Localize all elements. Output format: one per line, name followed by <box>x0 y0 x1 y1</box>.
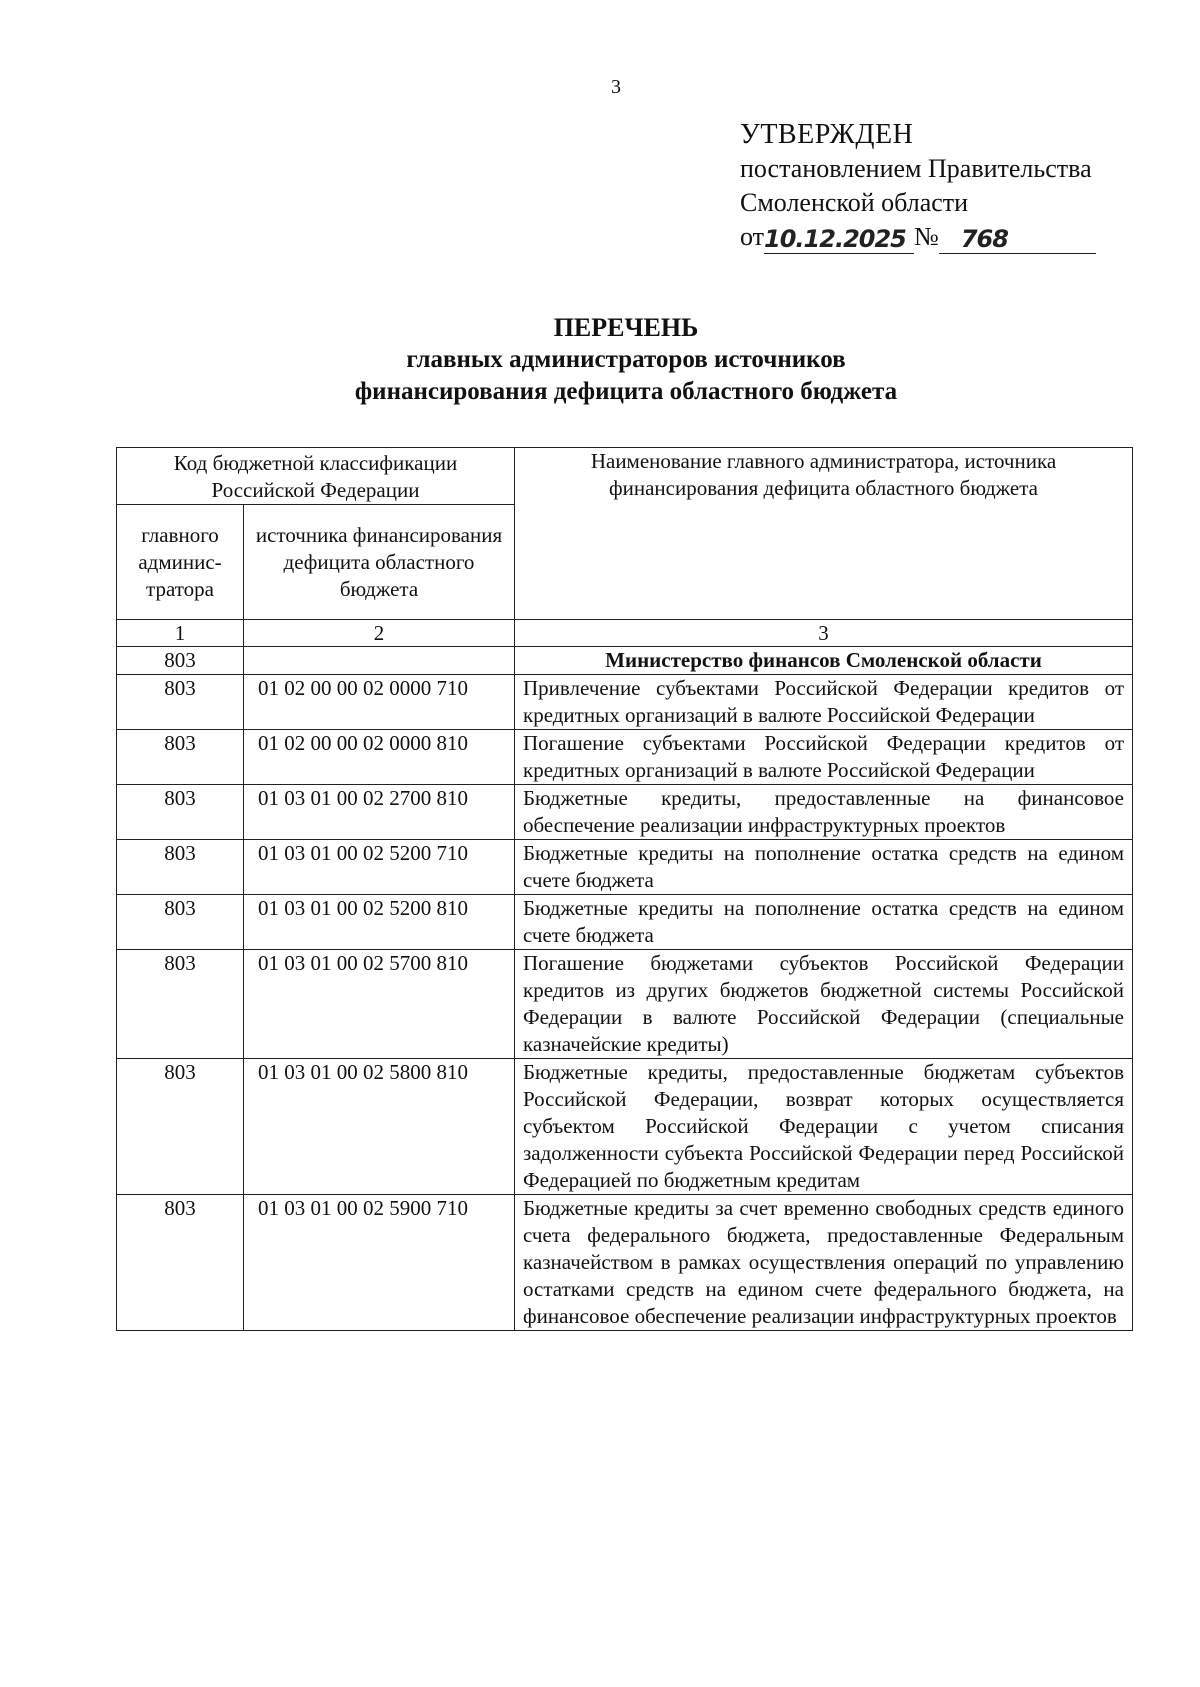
header-code-group: Код бюджетной классификации Российской Федерации <box>117 448 515 505</box>
table-row <box>117 1195 1133 1331</box>
column-number-row <box>117 620 1133 647</box>
table-row <box>117 785 1133 840</box>
number-prefix: № <box>914 222 939 251</box>
admin-code-cell: 803 <box>117 840 244 895</box>
admin-code-cell: 803 <box>117 1195 244 1331</box>
handwritten-number: 768 <box>960 225 1008 253</box>
admin-code-cell: 803 <box>117 730 244 785</box>
admin-code-cell: 803 <box>117 950 244 1059</box>
table-row <box>117 1059 1133 1195</box>
approval-line-3: Смоленской области <box>740 188 969 217</box>
section-row <box>117 647 1133 675</box>
header-source-column: источника финансирования дефицита областного бюджета <box>244 505 515 620</box>
column-number: 3 <box>515 620 1133 647</box>
header-name-column: Наименование главного администратора, источника финансирования дефицита областного бюджета <box>515 448 1133 620</box>
column-number: 1 <box>117 620 244 647</box>
source-code-cell: 01 03 01 00 02 5200 810 <box>244 895 515 950</box>
approval-line-2: постановлением Правительства <box>740 154 1092 183</box>
source-code-cell: 01 03 01 00 02 5800 810 <box>244 1059 515 1195</box>
source-code-cell: 01 02 00 00 02 0000 710 <box>244 675 515 730</box>
admin-code-cell: 803 <box>117 785 244 840</box>
source-code-cell: 01 03 01 00 02 2700 810 <box>244 785 515 840</box>
section-admin-code: 803 <box>117 647 244 675</box>
description-cell: Бюджетные кредиты на пополнение остатка средств на едином счете бюджета <box>515 840 1133 895</box>
heading-line-2: главных администраторов источников <box>406 346 846 373</box>
approval-title: УТВЕРЖДЕН <box>740 119 914 150</box>
table-row <box>117 950 1133 1059</box>
source-code-cell: 01 03 01 00 02 5900 710 <box>244 1195 515 1331</box>
administrators-table <box>116 447 1133 1331</box>
page-number: 3 <box>611 76 621 98</box>
table-row <box>117 895 1133 950</box>
admin-code-cell: 803 <box>117 895 244 950</box>
section-title: Министерство финансов Смоленской области <box>515 647 1133 675</box>
admin-code-cell: 803 <box>117 675 244 730</box>
header-admin-column: главного админис-тратора <box>117 505 244 620</box>
source-code-cell: 01 02 00 00 02 0000 810 <box>244 730 515 785</box>
approval-date-line <box>740 220 1096 254</box>
heading-line-3: финансирования дефицита областного бюджета <box>354 378 898 405</box>
source-code-cell: 01 03 01 00 02 5200 710 <box>244 840 515 895</box>
approval-stamp <box>740 118 1096 254</box>
description-cell: Бюджетные кредиты на пополнение остатка средств на едином счете бюджета <box>515 895 1133 950</box>
description-cell: Бюджетные кредиты, предоставленные бюджетам субъектов Российской Федерации, возврат которых осуществляется субъектом Российской Федерации с учетом списания задолженности субъекта Российской Федерации перед Российской Федерацией по бюджетным кредитам <box>515 1059 1133 1195</box>
header-row-1 <box>117 448 1133 505</box>
handwritten-date: 10.12.2025 <box>764 225 906 253</box>
table-row <box>117 730 1133 785</box>
section-source-code <box>244 647 515 675</box>
source-code-cell: 01 03 01 00 02 5700 810 <box>244 950 515 1059</box>
column-number: 2 <box>244 620 515 647</box>
heading-title: ПЕРЕЧЕНЬ <box>553 313 699 342</box>
table-row <box>117 675 1133 730</box>
description-cell: Бюджетные кредиты за счет временно свободных средств единого счета федерального бюджета, предоставленные Федеральным казначейством в рамках осуществления операций по управлению остатками средств на едином счете федерального бюджета, на финансовое обеспечение реализации инфраструктурных проектов <box>515 1195 1133 1331</box>
description-cell: Погашение субъектами Российской Федерации кредитов от кредитных организаций в валюте Российской Федерации <box>515 730 1133 785</box>
description-cell: Погашение бюджетами субъектов Российской Федерации кредитов из других бюджетов бюджетной системы Российской Федерации в валюте Российской Федерации (специальные казначейские кредиты) <box>515 950 1133 1059</box>
admin-code-cell: 803 <box>117 1059 244 1195</box>
document-heading <box>0 312 1200 408</box>
date-prefix: от <box>740 222 765 251</box>
description-cell: Бюджетные кредиты, предоставленные на финансовое обеспечение реализации инфраструктурных проектов <box>515 785 1133 840</box>
description-cell: Привлечение субъектами Российской Федерации кредитов от кредитных организаций в валюте Российской Федерации <box>515 675 1133 730</box>
table-row <box>117 840 1133 895</box>
